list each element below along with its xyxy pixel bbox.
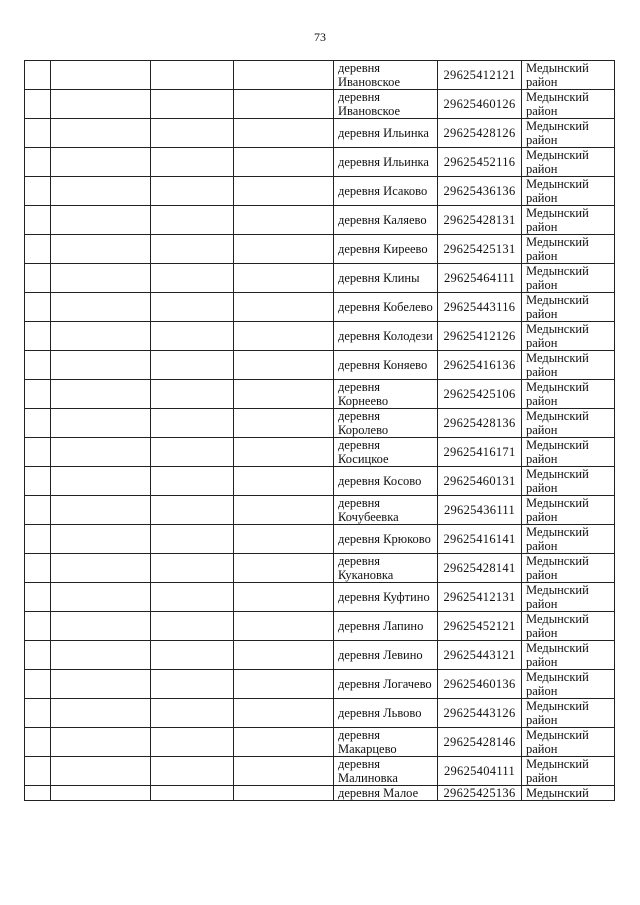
empty-cell	[234, 235, 334, 264]
empty-cell	[51, 525, 151, 554]
table-row	[25, 409, 615, 438]
settlement-name-cell: деревня Кобелево	[334, 293, 438, 322]
table-row	[25, 612, 615, 641]
empty-cell	[51, 728, 151, 757]
empty-cell	[51, 699, 151, 728]
empty-cell	[234, 583, 334, 612]
oktmo-code-cell: 29625460126	[438, 90, 522, 119]
empty-cell	[234, 293, 334, 322]
district-cell: Медынский район	[522, 641, 615, 670]
empty-cell	[151, 177, 234, 206]
empty-cell	[234, 264, 334, 293]
page-number: 73	[314, 30, 326, 44]
empty-cell	[151, 728, 234, 757]
empty-cell	[51, 148, 151, 177]
empty-cell	[25, 119, 51, 148]
empty-cell	[51, 380, 151, 409]
empty-cell	[151, 293, 234, 322]
empty-cell	[234, 641, 334, 670]
oktmo-code-cell: 29625428146	[438, 728, 522, 757]
district-cell: Медынский район	[522, 438, 615, 467]
empty-cell	[25, 351, 51, 380]
table-row	[25, 61, 615, 90]
oktmo-code-cell: 29625436111	[438, 496, 522, 525]
settlement-name-cell: деревня Ивановское	[334, 90, 438, 119]
settlement-name-cell: деревня Ильинка	[334, 148, 438, 177]
empty-cell	[51, 786, 151, 801]
table-row	[25, 699, 615, 728]
oktmo-code-cell: 29625428131	[438, 206, 522, 235]
empty-cell	[51, 119, 151, 148]
district-cell: Медынский район	[522, 757, 615, 786]
district-cell: Медынский район	[522, 264, 615, 293]
table-row	[25, 90, 615, 119]
empty-cell	[151, 670, 234, 699]
empty-cell	[151, 438, 234, 467]
empty-cell	[151, 757, 234, 786]
table-row	[25, 351, 615, 380]
empty-cell	[151, 90, 234, 119]
empty-cell	[151, 206, 234, 235]
empty-cell	[51, 496, 151, 525]
table-row	[25, 148, 615, 177]
empty-cell	[51, 670, 151, 699]
district-cell: Медынский район	[522, 554, 615, 583]
empty-cell	[234, 496, 334, 525]
settlement-name-cell: деревня Логачево	[334, 670, 438, 699]
table-row	[25, 641, 615, 670]
settlement-name-cell: деревня Львово	[334, 699, 438, 728]
oktmo-code-cell: 29625425131	[438, 235, 522, 264]
empty-cell	[51, 61, 151, 90]
empty-cell	[151, 380, 234, 409]
oktmo-code-cell: 29625416171	[438, 438, 522, 467]
empty-cell	[234, 728, 334, 757]
settlement-name-cell: деревня Королево	[334, 409, 438, 438]
empty-cell	[151, 148, 234, 177]
empty-cell	[234, 61, 334, 90]
empty-cell	[25, 467, 51, 496]
empty-cell	[234, 90, 334, 119]
empty-cell	[234, 380, 334, 409]
oktmo-code-cell: 29625416141	[438, 525, 522, 554]
settlement-name-cell: деревня Макарцево	[334, 728, 438, 757]
settlement-name-cell: деревня Ивановское	[334, 61, 438, 90]
district-cell: Медынский район	[522, 380, 615, 409]
empty-cell	[234, 119, 334, 148]
table-row	[25, 380, 615, 409]
empty-cell	[25, 786, 51, 801]
empty-cell	[234, 438, 334, 467]
district-cell: Медынский район	[522, 61, 615, 90]
district-cell: Медынский район	[522, 148, 615, 177]
empty-cell	[51, 177, 151, 206]
district-cell: Медынский район	[522, 235, 615, 264]
settlement-name-cell: деревня Киреево	[334, 235, 438, 264]
empty-cell	[234, 351, 334, 380]
empty-cell	[25, 409, 51, 438]
settlement-name-cell: деревня Левино	[334, 641, 438, 670]
empty-cell	[51, 554, 151, 583]
settlement-name-cell: деревня Ильинка	[334, 119, 438, 148]
oktmo-code-cell: 29625443121	[438, 641, 522, 670]
district-cell: Медынский район	[522, 119, 615, 148]
settlement-name-cell: деревня Малиновка	[334, 757, 438, 786]
empty-cell	[234, 554, 334, 583]
district-cell: Медынский район	[522, 90, 615, 119]
district-cell: Медынский район	[522, 351, 615, 380]
empty-cell	[51, 641, 151, 670]
table-row	[25, 554, 615, 583]
empty-cell	[234, 409, 334, 438]
empty-cell	[151, 467, 234, 496]
empty-cell	[151, 322, 234, 351]
district-cell: Медынский район	[522, 177, 615, 206]
settlement-name-cell: деревня Косово	[334, 467, 438, 496]
empty-cell	[234, 786, 334, 801]
oktmo-code-cell: 29625443126	[438, 699, 522, 728]
district-cell: Медынский район	[522, 467, 615, 496]
empty-cell	[151, 641, 234, 670]
empty-cell	[25, 380, 51, 409]
table-row	[25, 264, 615, 293]
empty-cell	[25, 148, 51, 177]
district-cell: Медынский район	[522, 293, 615, 322]
table-row	[25, 670, 615, 699]
empty-cell	[51, 206, 151, 235]
empty-cell	[25, 612, 51, 641]
empty-cell	[234, 148, 334, 177]
settlement-name-cell: деревня Куфтино	[334, 583, 438, 612]
district-cell: Медынский район	[522, 728, 615, 757]
oktmo-code-cell: 29625425106	[438, 380, 522, 409]
settlement-name-cell: деревня Кочубеевка	[334, 496, 438, 525]
table-row	[25, 728, 615, 757]
table-row	[25, 322, 615, 351]
empty-cell	[25, 206, 51, 235]
empty-cell	[151, 409, 234, 438]
table-row	[25, 757, 615, 786]
empty-cell	[25, 438, 51, 467]
settlement-name-cell: деревня Кукановка	[334, 554, 438, 583]
district-cell: Медынский район	[522, 525, 615, 554]
empty-cell	[151, 351, 234, 380]
empty-cell	[25, 525, 51, 554]
empty-cell	[234, 467, 334, 496]
settlement-name-cell: деревня Малое	[334, 786, 438, 801]
oktmo-code-cell: 29625460136	[438, 670, 522, 699]
oktmo-code-cell: 29625412131	[438, 583, 522, 612]
empty-cell	[25, 177, 51, 206]
oktmo-code-cell: 29625416136	[438, 351, 522, 380]
empty-cell	[151, 786, 234, 801]
empty-cell	[151, 554, 234, 583]
district-cell: Медынский район	[522, 612, 615, 641]
settlement-name-cell: деревня Корнеево	[334, 380, 438, 409]
empty-cell	[25, 670, 51, 699]
district-cell: Медынский район	[522, 409, 615, 438]
district-cell: Медынский район	[522, 496, 615, 525]
empty-cell	[51, 235, 151, 264]
table-row	[25, 496, 615, 525]
district-cell: Медынский район	[522, 699, 615, 728]
oktmo-code-cell: 29625436136	[438, 177, 522, 206]
table-row	[25, 235, 615, 264]
settlement-name-cell: деревня Косицкое	[334, 438, 438, 467]
empty-cell	[151, 235, 234, 264]
empty-cell	[151, 119, 234, 148]
table-row	[25, 786, 615, 801]
settlement-name-cell: деревня Крюково	[334, 525, 438, 554]
district-cell: Медынский район	[522, 583, 615, 612]
district-cell: Медынский район	[522, 206, 615, 235]
oktmo-code-cell: 29625404111	[438, 757, 522, 786]
district-cell: Медынский район	[522, 670, 615, 699]
oktmo-code-cell: 29625425136	[438, 786, 522, 801]
table-row	[25, 467, 615, 496]
empty-cell	[25, 264, 51, 293]
empty-cell	[25, 90, 51, 119]
settlement-name-cell: деревня Исаково	[334, 177, 438, 206]
oktmo-code-cell: 29625428141	[438, 554, 522, 583]
empty-cell	[51, 322, 151, 351]
empty-cell	[51, 90, 151, 119]
empty-cell	[51, 583, 151, 612]
settlement-name-cell: деревня Колодези	[334, 322, 438, 351]
settlements-table	[24, 60, 615, 801]
empty-cell	[234, 322, 334, 351]
district-cell: Медынский район	[522, 322, 615, 351]
settlement-name-cell: деревня Клины	[334, 264, 438, 293]
empty-cell	[51, 467, 151, 496]
settlement-name-cell: деревня Каляево	[334, 206, 438, 235]
empty-cell	[25, 554, 51, 583]
empty-cell	[234, 177, 334, 206]
oktmo-code-cell: 29625460131	[438, 467, 522, 496]
empty-cell	[51, 612, 151, 641]
empty-cell	[25, 641, 51, 670]
empty-cell	[25, 757, 51, 786]
table-row	[25, 525, 615, 554]
oktmo-code-cell: 29625412126	[438, 322, 522, 351]
empty-cell	[25, 728, 51, 757]
settlement-name-cell: деревня Лапино	[334, 612, 438, 641]
empty-cell	[25, 322, 51, 351]
table-row	[25, 583, 615, 612]
settlement-name-cell: деревня Коняево	[334, 351, 438, 380]
empty-cell	[234, 670, 334, 699]
oktmo-code-cell: 29625452121	[438, 612, 522, 641]
empty-cell	[51, 351, 151, 380]
table-row	[25, 293, 615, 322]
empty-cell	[234, 699, 334, 728]
empty-cell	[151, 496, 234, 525]
table-row	[25, 177, 615, 206]
empty-cell	[51, 264, 151, 293]
table-row	[25, 206, 615, 235]
empty-cell	[234, 757, 334, 786]
oktmo-code-cell: 29625452116	[438, 148, 522, 177]
empty-cell	[234, 206, 334, 235]
table-row	[25, 119, 615, 148]
oktmo-code-cell: 29625412121	[438, 61, 522, 90]
empty-cell	[234, 612, 334, 641]
empty-cell	[51, 409, 151, 438]
empty-cell	[151, 264, 234, 293]
empty-cell	[51, 757, 151, 786]
oktmo-code-cell: 29625428136	[438, 409, 522, 438]
empty-cell	[25, 293, 51, 322]
empty-cell	[25, 235, 51, 264]
empty-cell	[151, 61, 234, 90]
oktmo-code-cell: 29625443116	[438, 293, 522, 322]
empty-cell	[151, 525, 234, 554]
district-cell: Медынский	[522, 786, 615, 801]
empty-cell	[151, 699, 234, 728]
oktmo-code-cell: 29625464111	[438, 264, 522, 293]
empty-cell	[51, 438, 151, 467]
empty-cell	[151, 583, 234, 612]
empty-cell	[25, 496, 51, 525]
empty-cell	[25, 699, 51, 728]
empty-cell	[234, 525, 334, 554]
empty-cell	[151, 612, 234, 641]
empty-cell	[25, 583, 51, 612]
table-row	[25, 438, 615, 467]
empty-cell	[25, 61, 51, 90]
empty-cell	[51, 293, 151, 322]
oktmo-code-cell: 29625428126	[438, 119, 522, 148]
